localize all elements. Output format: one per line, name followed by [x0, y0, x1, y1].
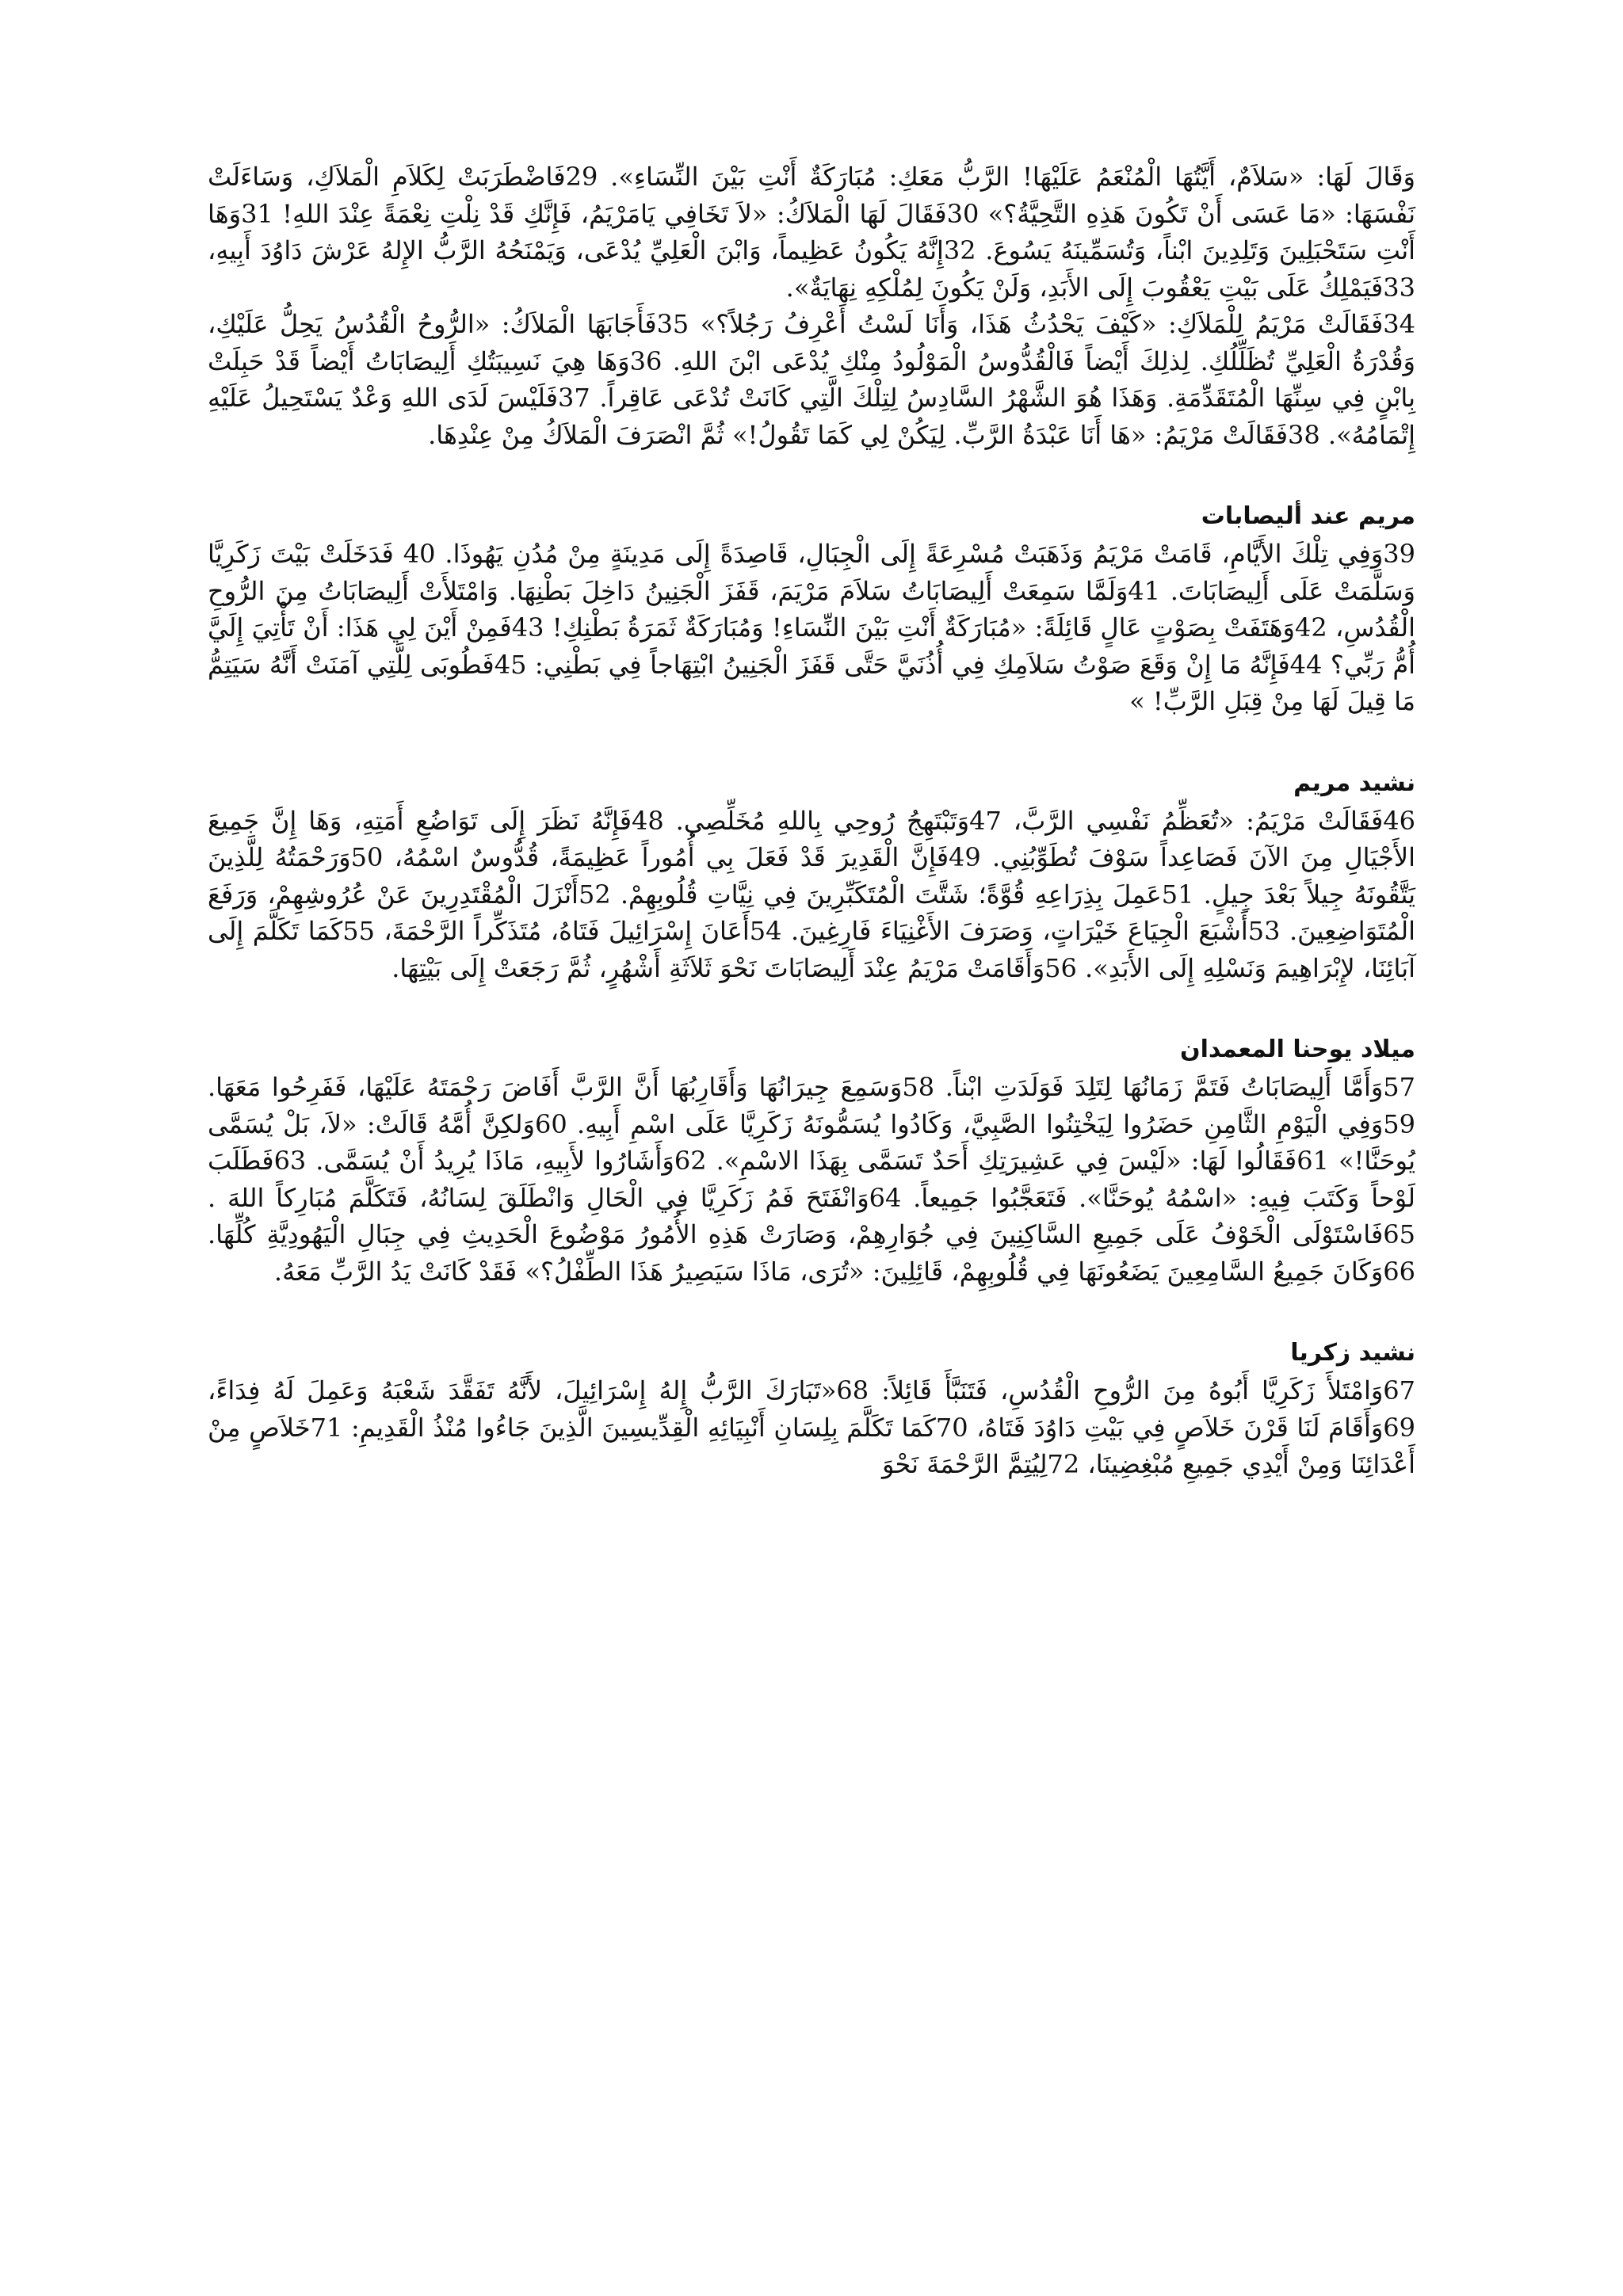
section-heading: نشيد مريم	[1293, 769, 1415, 797]
section-heading: مريم عند أليصابات	[1201, 502, 1415, 530]
section-mary-visits-elizabeth	[208, 501, 1415, 720]
section-heading: نشيد زكريا	[1290, 1339, 1415, 1367]
section-heading: ميلاد يوحنا المعمدان	[1179, 1035, 1415, 1063]
section-magnificat	[208, 768, 1415, 987]
paragraph-verses-57-66: 57وَأَمَّا أَلِيصَابَاتُ فَتَمَّ زَمَانُهَا لِتَلِدَ فَوَلَدَتِ ابْناً. 58وَسَمِعَ جِيرَانُهَا وَأَقَارِبُهَا أَنَّ الرَّبَّ أَفَاضَ رَحْمَتَهُ عَلَيْهَا، فَفَرِحُوا مَعَهَا. 59وَفِي الْيَوْمِ الثَّامِنِ حَضَرُوا لِيَخْتِنُوا الصَّبِيَّ، وَكَادُوا يُسَمُّونَهُ زَكَرِيَّا عَلَى اسْمِ أَبِيهِ. 60وَلكِنَّ أُمَّهُ قَالَتْ: «لاَ، بَلْ يُسَمَّى يُوحَنَّا!» 61فَقَالُوا لَهَا: «لَيْسَ فِي عَشِيرَتِكِ أَحَدٌ تَسَمَّى بِهَذَا الاسْمِ». 62وَأَشَارُوا لأَبِيهِ، مَاذَا يُرِيدُ أَنْ يُسَمَّى. 63فَطَلَبَ لَوْحاً وَكَتَبَ فِيهِ: «اسْمُهُ يُوحَنَّا». فَتَعَجَّبُوا جَمِيعاً. 64وَانْفَتَحَ فَمُ زَكَرِيَّا فِي الْحَالِ وَانْطَلَقَ لِسَانُهُ، فَتَكَلَّمَ مُبَارِكاً اللهَ . 65فَاسْتَوْلَى الْخَوْفُ عَلَى جَمِيعِ السَّاكِنِينَ فِي جُوَارِهِمْ، وَصَارَتْ هَذِهِ الأُمُورُ مَوْضُوعَ الْحَدِيثِ فِي جِبَالِ الْيَهُودِيَّةِ كُلِّهَا. 66وَكَانَ جَمِيعُ السَّامِعِينَ يَضَعُونَهَا فِي قُلُوبِهِمْ، قَائِلِينَ: «تُرَى، مَاذَا سَيَصِيرُ هَذَا الطِّفْلُ؟» فَقَدْ كَانَتْ يَدُ الرَّبِّ مَعَهُ.	[208, 1072, 1416, 1287]
paragraph-verses-28-33: وَقَالَ لَهَا: «سَلاَمٌ، أَيَّتُهَا الْمُنْعَمُ عَلَيْهَا! الرَّبُّ مَعَكِ: مُبَارَكَةٌ أَنْتِ بَيْنَ النِّسَاءِ». 29فَاضْطَرَبَتْ لِكَلاَمِ الْمَلاَكِ، وَسَاءَلَتْ نَفْسَهَا: «مَا عَسَى أَنْ تَكُونَ هَذِهِ التَّحِيَّةُ؟» 30فَقَالَ لَهَا الْمَلاَكُ: «لاَ تَخَافِي يَامَرْيَمُ، فَإِنَّكِ قَدْ نِلْتِ نِعْمَةً عِنْدَ اللهِ! 31وَهَا أَنْتِ سَتَحْبَلِينَ وَتَلِدِينَ ابْناً، وَتُسَمِّينَهُ يَسُوعَ. 32إِنَّهُ يَكُونُ عَظِيماً، وَابْنَ الْعَلِيِّ يُدْعَى، وَيَمْنَحُهُ الرَّبُّ الإِلهُ عَرْشَ دَاوُدَ أَبِيهِ، 33فَيَمْلِكُ عَلَى بَيْتِ يَعْقُوبَ إِلَى الأَبَدِ، وَلَنْ يَكُونَ لِمُلْكِهِ نِهَايَةٌ».	[208, 162, 1416, 303]
paragraph-verses-39-45: 39وَفِي تِلْكَ الأَيَّامِ، قَامَتْ مَرْيَمُ وَذَهَبَتْ مُسْرِعَةً إِلَى الْجِبَالِ، قَاصِدَةً إِلَى مَدِينَةٍ مِنْ مُدُنِ يَهُوذَا. 40 فَدَخَلَتْ بَيْتَ زَكَرِيَّا وَسَلَّمَتْ عَلَى أَلِيصَابَاتَ. 41وَلَمَّا سَمِعَتْ أَلِيصَابَاتُ سَلاَمَ مَرْيَمَ، قَفَزَ الْجَنِينُ دَاخِلَ بَطْنِهَا. وَامْتَلأَتْ أَلِيصَابَاتُ مِنَ الرُّوحِ الْقُدُسِ، 42وَهَتَفَتْ بِصَوْتٍ عَالٍ قَائِلَةً: «مُبَارَكَةٌ أَنْتِ بَيْنَ النِّسَاءِ! وَمُبَارَكَةٌ ثَمَرَةُ بَطْنِكِ! 43فَمِنْ أَيْنَ لِي هَذَا: أَنْ تَأْتِيَ إِلَيَّ أُمُّ رَبِّي؟ 44فَإِنَّهُ مَا إِنْ وَقَعَ صَوْتُ سَلاَمِكِ فِي أُذُنَيَّ حَتَّى قَفَزَ الْجَنِينُ ابْتِهَاجاً فِي بَطْنِي: 45فَطُوبَى لِلَّتِي آمَنَتْ أَنَّهُ سَيَتِمُّ مَا قِيلَ لَهَا مِنْ قِبَلِ الرَّبِّ! »	[208, 539, 1416, 716]
section-birth-of-john	[208, 1034, 1415, 1290]
paragraph-verses-46-56: 46فَقَالَتْ مَرْيَمُ: «تُعَظِّمُ نَفْسِي الرَّبَّ، 47وَتَبْتَهِجُ رُوحِي بِاللهِ مُخَلِّصِي. 48فَإِنَّهُ نَظَرَ إِلَى تَوَاضُعِ أَمَتِهِ، وَهَا إِنَّ جَمِيعَ الأَجْيَالِ مِنَ الآنَ فَصَاعِداً سَوْفَ تُطَوِّبُنِي. 49فَإِنَّ الْقَدِيرَ قَدْ فَعَلَ بِي أُمُوراً عَظِيمَةً، قُدُّوسٌ اسْمُهُ، 50وَرَحْمَتُهُ لِلَّذِينَ يَتَّقُونَهُ جِيلاً بَعْدَ جِيلٍ. 51عَمِلَ بِذِرَاعِهِ قُوَّةً؛ شَتَّتَ الْمُتَكَبِّرِينَ فِي نِيَّاتِ قُلُوبِهِمْ. 52أَنْزَلَ الْمُقْتَدِرِينَ عَنْ عُرُوشِهِمْ، وَرَفَعَ الْمُتَوَاضِعِينَ. 53أَشْبَعَ الْجِيَاعَ خَيْرَاتٍ، وَصَرَفَ الأَغْنِيَاءَ فَارِغِينَ. 54أَعَانَ إِسْرَائِيلَ فَتَاهُ، مُتَذَكِّراً الرَّحْمَةَ، 55كَمَا تَكَلَّمَ إِلَى آبَائِنَا، لإِبْرَاهِيمَ وَنَسْلِهِ إِلَى الأَبَدِ». 56وَأَقَامَتْ مَرْيَمُ عِنْدَ أَلِيصَابَاتَ نَحْوَ ثَلاَثَةِ أَشْهُرٍ، ثُمَّ رَجَعَتْ إِلَى بَيْتِهَا.	[208, 805, 1416, 983]
paragraph-verses-34-38: 34فَقَالَتْ مَرْيَمُ لِلْمَلاَكِ: «كَيْفَ يَحْدُثُ هَذَا، وَأَنَا لَسْتُ أَعْرِفُ رَجُلاً؟» 35فَأَجَابَهَا الْمَلاَكُ: «الرُّوحُ الْقُدُسُ يَحِلُّ عَلَيْكِ، وَقُدْرَةُ الْعَلِيِّ تُظَلِّلُكِ. لِذلِكَ أَيْضاً فَالْقُدُّوسُ الْمَوْلُودُ مِنْكِ يُدْعَى ابْنَ اللهِ. 36وَهَا هِيَ نَسِيبَتُكِ أَلِيصَابَاتُ أَيْضاً قَدْ حَبِلَتْ بِابْنٍ فِي سِنِّهَا الْمُتَقَدِّمَةِ. وَهَذَا هُوَ الشَّهْرُ السَّادِسُ لِتِلْكَ الَّتِي كَانَتْ تُدْعَى عَاقِراً. 37فَلَيْسَ لَدَى اللهِ وَعْدٌ يَسْتَحِيلُ عَلَيْهِ إِتْمَامُهُ». 38فَقَالَتْ مَرْيَمُ: «هَا أَنَا عَبْدَةُ الرَّبِّ. لِيَكُنْ لِي كَمَا تَقُولُ!» ثُمَّ انْصَرَفَ الْمَلاَكُ مِنْ عِنْدِهَا.	[208, 309, 1416, 450]
section-annunciation	[208, 158, 1415, 453]
paragraph-verses-67-72: 67وَامْتَلأَ زَكَرِيَّا أَبُوهُ مِنَ الرُّوحِ الْقُدُسِ، فَتَنَبَّأَ قَائِلاً: 68«تَبَارَكَ الرَّبُّ إِلهُ إِسْرَائِيلَ، لأَنَّهُ تَفَقَّدَ شَعْبَهُ وَعَمِلَ لَهُ فِدَاءً، 69وَأَقَامَ لَنَا قَرْنَ خَلاَصٍ فِي بَيْتِ دَاوُدَ فَتَاهُ، 70كَمَا تَكَلَّمَ بِلِسَانِ أَنْبِيَائِهِ الْقِدِّيسِينَ الَّذِينَ جَاءُوا مُنْذُ الْقَدِيمِ: 71خَلاَصٍ مِنْ أَعْدَائِنَا وَمِنْ أَيْدِي جَمِيعِ مُبْغِضِينَا، 72لِيُتِمَّ الرَّحْمَةَ نَحْوَ	[208, 1375, 1416, 1479]
section-benedictus	[208, 1337, 1415, 1483]
